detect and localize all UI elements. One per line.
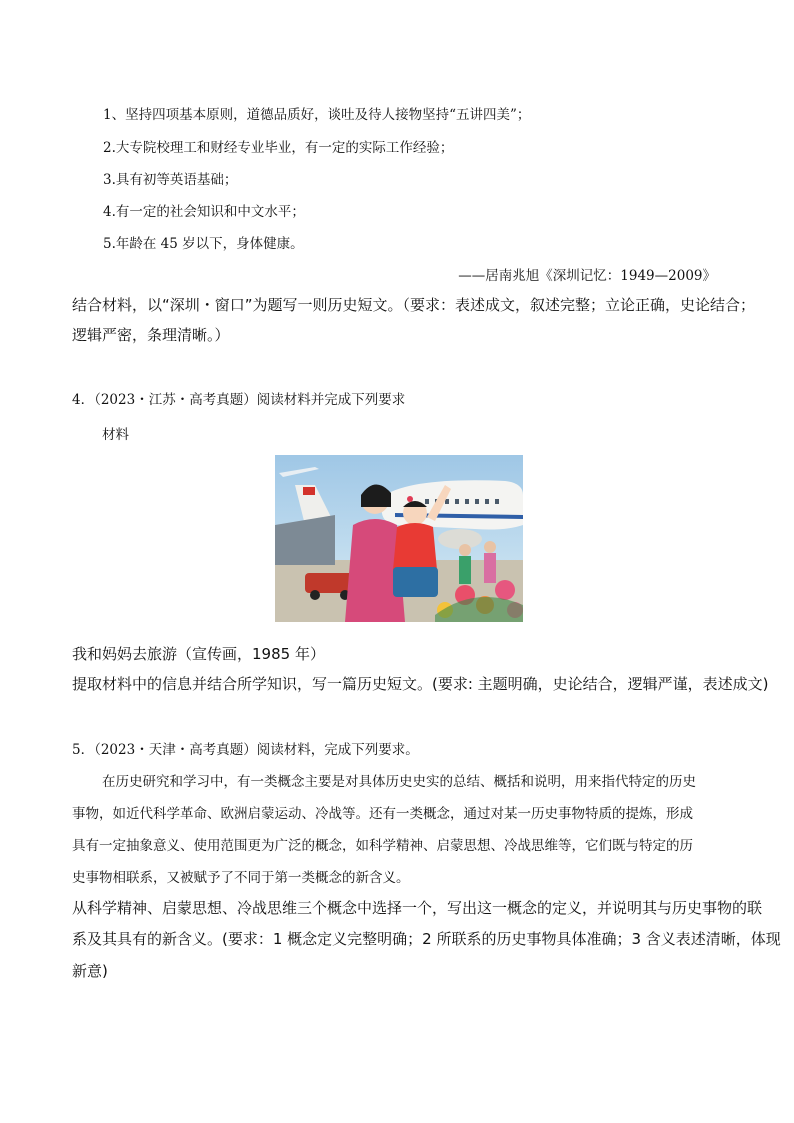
q3-task-line2: 逻辑严密，条理清晰。）: [72, 326, 230, 344]
q4-material-label: 材料: [102, 427, 129, 443]
q4-caption: 我和妈妈去旅游（宣传画，1985 年）: [72, 645, 325, 663]
q4-task: 提取材料中的信息并结合所学知识，写一篇历史短文。(要求: 主题明确，史论结合，逻辑严谨，表述成文): [72, 675, 769, 693]
q4-header: 4．（2023・江苏・高考真题）阅读材料并完成下列要求: [72, 392, 406, 408]
requirement-5: 5.年龄在 45 岁以下，身体健康。: [103, 236, 304, 252]
requirement-1: 1、坚持四项基本原则，道德品质好，谈吐及待人接物坚持“五讲四美”；: [103, 107, 531, 123]
q5-material-line3: 具有一定抽象意义、使用范围更为广泛的概念，如科学精神、启蒙思想、冷战思维等，它们既与特定的历: [72, 838, 693, 854]
propaganda-poster-image: [275, 455, 523, 622]
q5-task-line2: 系及其具有的新含义。(要求：1 概念定义完整明确；2 所联系的历史事物具体准确；3 含义表述清晰，体现: [72, 930, 781, 948]
q5-material-line4: 史事物相联系，又被赋予了不同于第一类概念的新含义。: [72, 870, 410, 886]
requirement-3: 3.具有初等英语基础；: [103, 172, 238, 188]
q5-header: 5．（2023・天津・高考真题）阅读材料，完成下列要求。: [72, 742, 419, 758]
q3-task-line1: 结合材料，以“深圳・窗口”为题写一则历史短文。（要求：表述成文，叙述完整；立论正确，史论结合；: [72, 296, 756, 314]
q5-task-line3: 新意): [72, 962, 108, 980]
q5-material-line1: 在历史研究和学习中，有一类概念主要是对具体历史史实的总结、概括和说明，用来指代特定的历史: [102, 774, 696, 790]
q5-task-line1: 从科学精神、启蒙思想、冷战思维三个概念中选择一个，写出这一概念的定义，并说明其与历史事物的联: [72, 899, 763, 917]
q5-material-line2: 事物，如近代科学革命、欧洲启蒙运动、冷战等。还有一类概念，通过对某一历史事物特质的提炼，形成: [72, 806, 693, 822]
requirement-2: 2.大专院校理工和财经专业毕业，有一定的实际工作经验；: [103, 140, 454, 156]
requirement-4: 4.有一定的社会知识和中文水平；: [103, 204, 305, 220]
source-citation: ——居南兆旭《深圳记忆：1949—2009》: [458, 268, 716, 284]
